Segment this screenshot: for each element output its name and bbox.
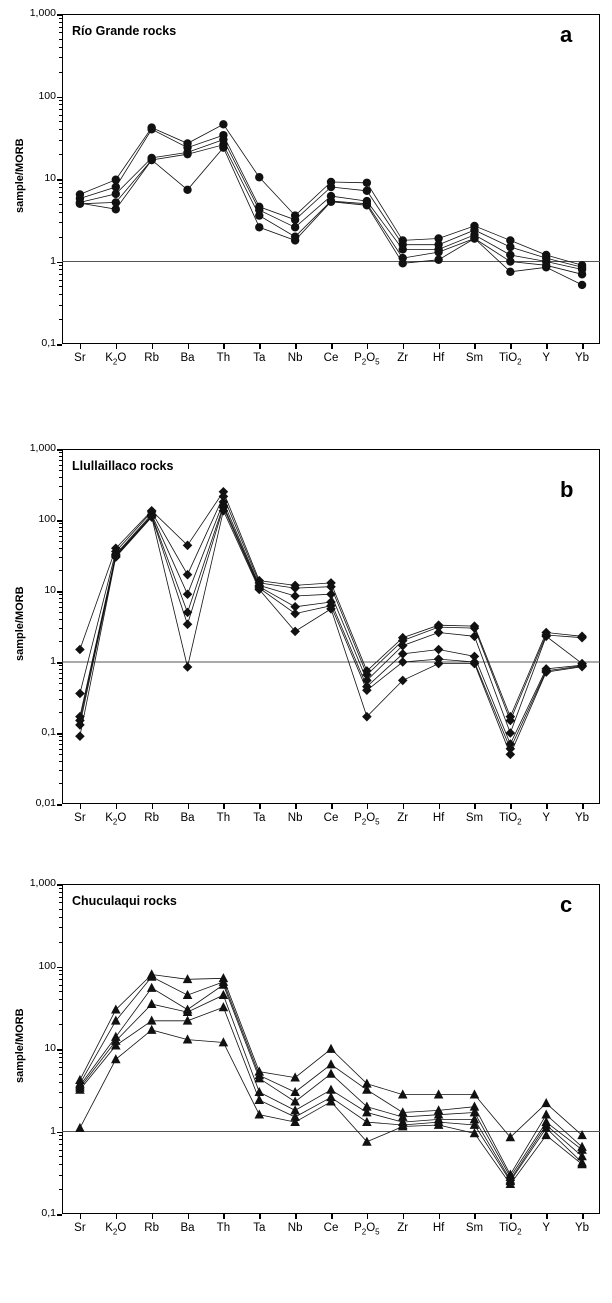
y-tick-label: 10 xyxy=(44,1042,56,1054)
data-point-marker xyxy=(398,657,408,667)
data-point-marker xyxy=(506,243,514,251)
y-axis-label: sample/MORB xyxy=(14,585,26,661)
x-tick-label: Y xyxy=(542,352,551,364)
data-point-marker xyxy=(75,1123,85,1132)
data-point-marker xyxy=(363,187,371,195)
panel-letter: b xyxy=(560,477,574,502)
panel-title: Chuculaqui rocks xyxy=(72,894,177,908)
x-tick-label: Zr xyxy=(397,1222,409,1234)
data-point-marker xyxy=(183,589,193,599)
y-tick-label: 0,1 xyxy=(41,1207,56,1219)
panel-llullaillaco xyxy=(0,435,612,870)
x-tick-label: $P_2O_5$ xyxy=(354,1222,380,1237)
data-point-marker xyxy=(434,1089,444,1098)
x-tick-label: $K_2O$ xyxy=(105,352,127,367)
data-point-marker xyxy=(183,608,193,618)
data-point-marker xyxy=(326,1069,336,1078)
data-point-marker xyxy=(111,1054,121,1063)
x-tick-label: Rb xyxy=(144,1222,159,1234)
x-tick-label: $P_2O_5$ xyxy=(354,352,380,367)
x-tick-label: Sm xyxy=(465,812,484,824)
y-tick-label: 1,000 xyxy=(29,7,56,19)
x-tick-label: Hf xyxy=(432,812,445,824)
data-point-marker xyxy=(577,633,587,643)
panel-title: Río Grande rocks xyxy=(72,24,177,38)
data-point-marker xyxy=(578,270,586,278)
y-tick-label: 0,1 xyxy=(41,726,56,738)
x-tick-label: Yb xyxy=(575,1222,590,1234)
data-point-marker xyxy=(112,190,120,198)
data-point-marker xyxy=(327,198,335,206)
data-point-marker xyxy=(326,1044,336,1053)
data-point-marker xyxy=(183,990,193,999)
series-line xyxy=(80,502,582,733)
data-point-marker xyxy=(434,628,444,638)
data-point-marker xyxy=(75,645,85,655)
x-tick-label: $K_2O$ xyxy=(105,812,127,827)
data-point-marker xyxy=(506,750,516,760)
data-point-marker xyxy=(254,1095,264,1104)
data-layer xyxy=(0,870,612,1303)
x-tick-label: Sr xyxy=(74,352,86,364)
data-point-marker xyxy=(219,120,227,128)
x-tick-label: Hf xyxy=(432,352,445,364)
data-point-marker xyxy=(147,1016,157,1025)
y-tick-label: 10 xyxy=(44,172,56,184)
x-tick-label: Nb xyxy=(287,1222,303,1234)
x-tick-label: Sm xyxy=(465,1222,484,1234)
y-tick-label: 1,000 xyxy=(29,442,56,454)
y-axis-label: sample/MORB xyxy=(14,138,26,213)
data-point-marker xyxy=(183,662,193,672)
x-tick-label: Ba xyxy=(180,812,195,824)
data-point-marker xyxy=(290,1087,300,1096)
data-point-marker xyxy=(506,268,514,276)
data-point-marker xyxy=(147,999,157,1008)
data-point-marker xyxy=(183,186,191,194)
y-tick-label: 1 xyxy=(50,254,56,267)
x-tick-label: Ce xyxy=(323,1222,339,1234)
data-layer xyxy=(0,0,612,435)
data-layer xyxy=(0,435,612,870)
x-tick-label: Zr xyxy=(397,812,409,824)
data-point-marker xyxy=(112,176,120,184)
x-tick-label: Zr xyxy=(397,352,409,364)
x-tick-label: Sr xyxy=(74,1222,86,1234)
x-tick-label: Nb xyxy=(287,352,303,364)
x-tick-label: Nb xyxy=(287,812,303,824)
data-point-marker xyxy=(290,609,300,619)
data-point-marker xyxy=(219,143,227,151)
data-point-marker xyxy=(255,223,263,231)
data-point-marker xyxy=(434,248,442,256)
data-point-marker xyxy=(327,183,335,191)
panel-letter: c xyxy=(560,892,573,917)
data-point-marker xyxy=(290,1096,300,1105)
data-point-marker xyxy=(506,257,514,265)
data-point-marker xyxy=(255,173,263,181)
data-point-marker xyxy=(147,983,157,992)
data-point-marker xyxy=(291,223,299,231)
series-line xyxy=(80,975,582,1138)
y-tick-label: 100 xyxy=(38,89,56,102)
data-point-marker xyxy=(470,234,478,242)
y-tick-label: 100 xyxy=(38,513,56,525)
data-point-marker xyxy=(255,211,263,219)
data-point-marker xyxy=(470,659,480,669)
data-point-marker xyxy=(254,1109,264,1118)
x-tick-label: Sr xyxy=(74,812,86,824)
series-line xyxy=(80,985,582,1177)
x-tick-label: TiO$_2$ xyxy=(499,812,522,827)
panel-chuculaqui xyxy=(0,870,612,1303)
x-tick-label: Ba xyxy=(180,352,195,364)
data-point-marker xyxy=(75,731,85,741)
data-point-marker xyxy=(183,150,191,158)
data-point-marker xyxy=(219,1037,229,1046)
data-point-marker xyxy=(112,205,120,213)
y-tick-label: 1 xyxy=(50,655,56,667)
y-tick-label: 100 xyxy=(38,959,56,972)
data-point-marker xyxy=(578,281,586,289)
x-tick-label: Ce xyxy=(323,352,339,364)
x-tick-label: Ta xyxy=(253,812,266,824)
data-point-marker xyxy=(577,1159,587,1168)
data-point-marker xyxy=(183,1016,193,1025)
x-tick-label: $P_2O_5$ xyxy=(354,812,380,827)
data-point-marker xyxy=(434,256,442,264)
data-point-marker xyxy=(291,216,299,224)
series-line xyxy=(80,1030,582,1184)
data-point-marker xyxy=(362,1117,372,1126)
x-tick-label: Ta xyxy=(253,1222,266,1234)
y-axis-label: sample/MORB xyxy=(14,1008,26,1083)
x-tick-label: Yb xyxy=(575,352,590,364)
x-tick-label: Yb xyxy=(575,812,590,824)
y-tick-label: 1,000 xyxy=(29,877,56,889)
x-tick-label: Th xyxy=(216,812,231,824)
x-tick-label: TiO$_2$ xyxy=(499,1222,522,1237)
y-tick-label: 0,1 xyxy=(41,337,56,349)
panel-title: Llullaillaco rocks xyxy=(72,459,174,473)
data-point-marker xyxy=(399,259,407,267)
data-point-marker xyxy=(470,632,480,642)
data-point-marker xyxy=(75,689,85,699)
data-point-marker xyxy=(326,1059,336,1068)
panel-letter: a xyxy=(560,22,573,47)
data-point-marker xyxy=(291,236,299,244)
x-tick-label: Sm xyxy=(465,352,484,364)
panel-rio-grande xyxy=(0,0,612,435)
data-point-marker xyxy=(434,645,444,655)
x-tick-label: $K_2O$ xyxy=(105,1222,127,1237)
data-point-marker xyxy=(541,1098,551,1107)
series-line xyxy=(80,148,582,285)
y-tick-label: 10 xyxy=(44,584,56,596)
x-tick-label: Rb xyxy=(144,812,159,824)
data-point-marker xyxy=(147,125,155,133)
data-point-marker xyxy=(363,179,371,187)
x-tick-label: Y xyxy=(542,812,551,824)
x-tick-label: Rb xyxy=(144,352,159,364)
x-tick-label: Y xyxy=(542,1222,551,1234)
x-tick-label: TiO$_2$ xyxy=(499,352,522,367)
data-point-marker xyxy=(183,619,193,629)
data-point-marker xyxy=(542,263,550,271)
x-tick-label: Ba xyxy=(180,1222,195,1234)
data-point-marker xyxy=(363,201,371,209)
data-point-marker xyxy=(147,1025,157,1034)
data-point-marker xyxy=(147,156,155,164)
x-tick-label: Th xyxy=(216,1222,231,1234)
x-tick-label: Ta xyxy=(253,352,266,364)
data-point-marker xyxy=(290,591,300,601)
y-tick-label: 0,01 xyxy=(35,797,56,809)
series-line xyxy=(80,508,582,749)
data-point-marker xyxy=(399,245,407,253)
data-point-marker xyxy=(76,199,84,207)
data-point-marker xyxy=(183,570,193,580)
x-tick-label: Th xyxy=(216,352,231,364)
y-tick-label: 1 xyxy=(50,1124,56,1137)
x-tick-label: Hf xyxy=(432,1222,445,1234)
x-tick-label: Ce xyxy=(323,812,339,824)
data-point-marker xyxy=(470,1089,480,1098)
